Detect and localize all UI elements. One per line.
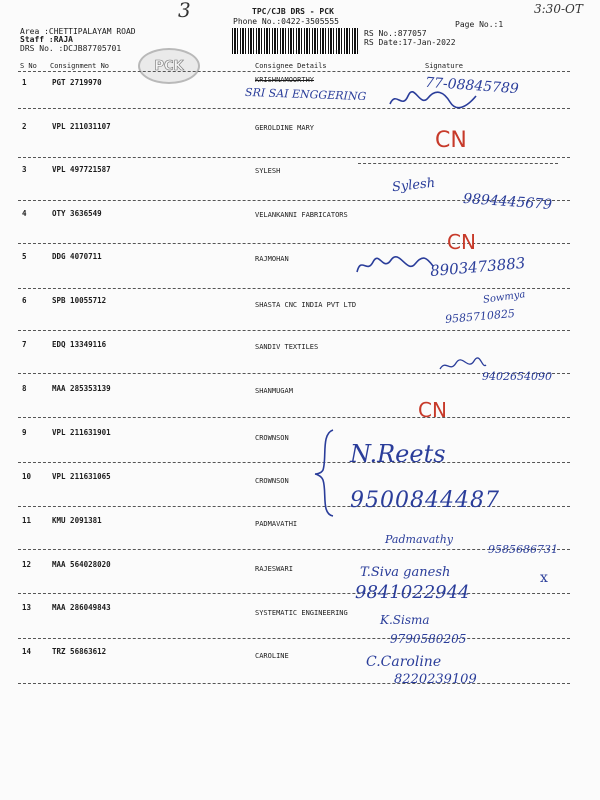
grouping-brace xyxy=(313,428,343,518)
table-row xyxy=(0,647,600,667)
header-divider xyxy=(18,71,570,72)
signature-scribble xyxy=(388,86,478,114)
row-divider xyxy=(18,638,570,639)
row-divider xyxy=(18,243,570,244)
row-consignee: RAJESWARI xyxy=(255,565,293,573)
handwritten-phone: 9402654090 xyxy=(482,370,552,383)
time-handwritten-mark: 3:30-OT xyxy=(534,2,583,16)
row-consignment: MAA 286049843 xyxy=(52,603,111,612)
table-row xyxy=(0,428,600,448)
handwritten-signature: N.Reets xyxy=(350,440,446,468)
page-handwritten-mark: 3 xyxy=(178,0,191,22)
row-consignment: PGT 2719970 xyxy=(52,78,102,87)
table-row xyxy=(0,340,600,360)
handwritten-signature: T.Siva ganesh xyxy=(360,565,451,580)
row-consignment: VPL 211031107 xyxy=(52,122,111,131)
handwritten-phone: 9841022944 xyxy=(355,582,470,603)
rs-date: RS Date:17-Jan-2022 xyxy=(364,38,456,47)
row-consignment: OTY 3636549 xyxy=(52,209,102,218)
row-divider xyxy=(18,288,570,289)
row-sno: 1 xyxy=(22,78,27,87)
row-consignment: DDG 4070711 xyxy=(52,252,102,261)
row-consignment: MAA 285353139 xyxy=(52,384,111,393)
handwritten-phone: 77-08845789 xyxy=(424,74,520,98)
row-consignment: VPL 211631901 xyxy=(52,428,111,437)
table-row xyxy=(0,516,600,536)
handwritten-cross-mark: x xyxy=(540,570,548,586)
row-consignment: VPL 497721587 xyxy=(52,165,111,174)
row-consignment: SPB 10055712 xyxy=(52,296,107,305)
handwritten-phone: 9585710825 xyxy=(444,306,516,327)
handwritten-cn-mark: CN xyxy=(435,128,467,153)
signature-scribble xyxy=(355,252,435,278)
table-row xyxy=(0,209,600,229)
row-sno: 9 xyxy=(22,428,27,437)
row-consignment: EDQ 13349116 xyxy=(52,340,107,349)
row-consignee: CAROLINE xyxy=(255,652,289,660)
row-consignee: KRISHNAMOORTHY xyxy=(255,76,315,84)
handwritten-signature: Sylesh xyxy=(391,175,436,196)
staff-field: Staff :RAJA xyxy=(20,35,73,44)
row-sno: 5 xyxy=(22,252,27,261)
handwritten-signature: Sowmya xyxy=(482,289,527,306)
col-consignment: Consignment No xyxy=(50,62,110,70)
row-consignee: CROWNSON xyxy=(255,477,289,485)
signature-scribble xyxy=(438,355,488,375)
row-consignee: SHASTA CNC INDIA PVT LTD xyxy=(255,301,357,309)
col-signature: Signature xyxy=(425,62,463,70)
row-divider xyxy=(18,683,570,684)
handwritten-note: SRI SAI ENGGERING xyxy=(244,85,367,104)
row-divider xyxy=(18,417,570,418)
row-sno: 14 xyxy=(22,647,32,656)
row-consignment: KMU 2091381 xyxy=(52,516,102,525)
row-consignee: SYLESH xyxy=(255,167,281,175)
handwritten-phone: 8220239109 xyxy=(394,672,477,687)
row-consignee: VELANKANNI FABRICATORS xyxy=(255,211,348,219)
pck-logo: PCK xyxy=(138,48,200,84)
phone-number: Phone No.:0422-3505555 xyxy=(233,17,339,26)
row-sno: 7 xyxy=(22,340,27,349)
table-row xyxy=(0,560,600,580)
row-sno: 8 xyxy=(22,384,27,393)
table-row xyxy=(0,472,600,492)
row-sno: 11 xyxy=(22,516,32,525)
handwritten-signature: Padmavathy xyxy=(385,533,453,546)
row-divider xyxy=(18,462,570,463)
col-sno: S No xyxy=(20,62,37,70)
row-sno: 13 xyxy=(22,603,32,612)
handwritten-phone: 9894445679 xyxy=(462,190,553,214)
document-title: TPC/CJB DRS - PCK xyxy=(252,7,334,16)
row-consignee: PADMAVATHI xyxy=(255,520,298,528)
table-row xyxy=(0,384,600,404)
strike-line xyxy=(358,163,558,164)
row-divider xyxy=(18,108,570,109)
area-field: Area :CHETTIPALAYAM ROAD xyxy=(20,27,136,36)
row-sno: 6 xyxy=(22,296,27,305)
barcode xyxy=(232,28,358,54)
handwritten-signature: K.Sisma xyxy=(380,613,430,627)
row-consignee: CROWNSON xyxy=(255,434,289,442)
row-consignment: VPL 211631065 xyxy=(52,472,111,481)
row-consignee: GEROLDINE MARY xyxy=(255,124,315,132)
handwritten-phone: 9790580205 xyxy=(390,632,467,646)
row-sno: 3 xyxy=(22,165,27,174)
row-consignment: MAA 564028020 xyxy=(52,560,111,569)
row-divider xyxy=(18,157,570,158)
row-divider xyxy=(18,593,570,594)
handwritten-signature: C.Caroline xyxy=(366,654,442,670)
row-divider xyxy=(18,330,570,331)
row-consignee: SYSTEMATIC ENGINEERING xyxy=(255,609,348,617)
handwritten-cn-mark: CN xyxy=(447,230,476,254)
col-consignee: Consignee Details xyxy=(255,62,327,70)
handwritten-phone: 9585686731 xyxy=(488,543,558,556)
table-row xyxy=(0,122,600,142)
handwritten-phone: 9500844487 xyxy=(350,488,500,513)
row-consignee: RAJMOHAN xyxy=(255,255,289,263)
row-sno: 10 xyxy=(22,472,32,481)
rs-number: RS No.:877057 xyxy=(364,29,427,38)
row-consignee: SANDIV TEXTILES xyxy=(255,343,319,351)
row-sno: 12 xyxy=(22,560,32,569)
row-sno: 2 xyxy=(22,122,27,131)
table-row xyxy=(0,603,600,623)
page-number: Page No.:1 xyxy=(455,20,504,29)
handwritten-phone: 8903473883 xyxy=(429,253,527,281)
table-row xyxy=(0,165,600,185)
row-consignee: SHANMUGAM xyxy=(255,387,293,395)
row-consignment: TRZ 56863612 xyxy=(52,647,107,656)
row-sno: 4 xyxy=(22,209,27,218)
handwritten-cn-mark: CN xyxy=(418,398,447,422)
drs-number: DRS No. :DCJB87705701 xyxy=(20,44,122,53)
